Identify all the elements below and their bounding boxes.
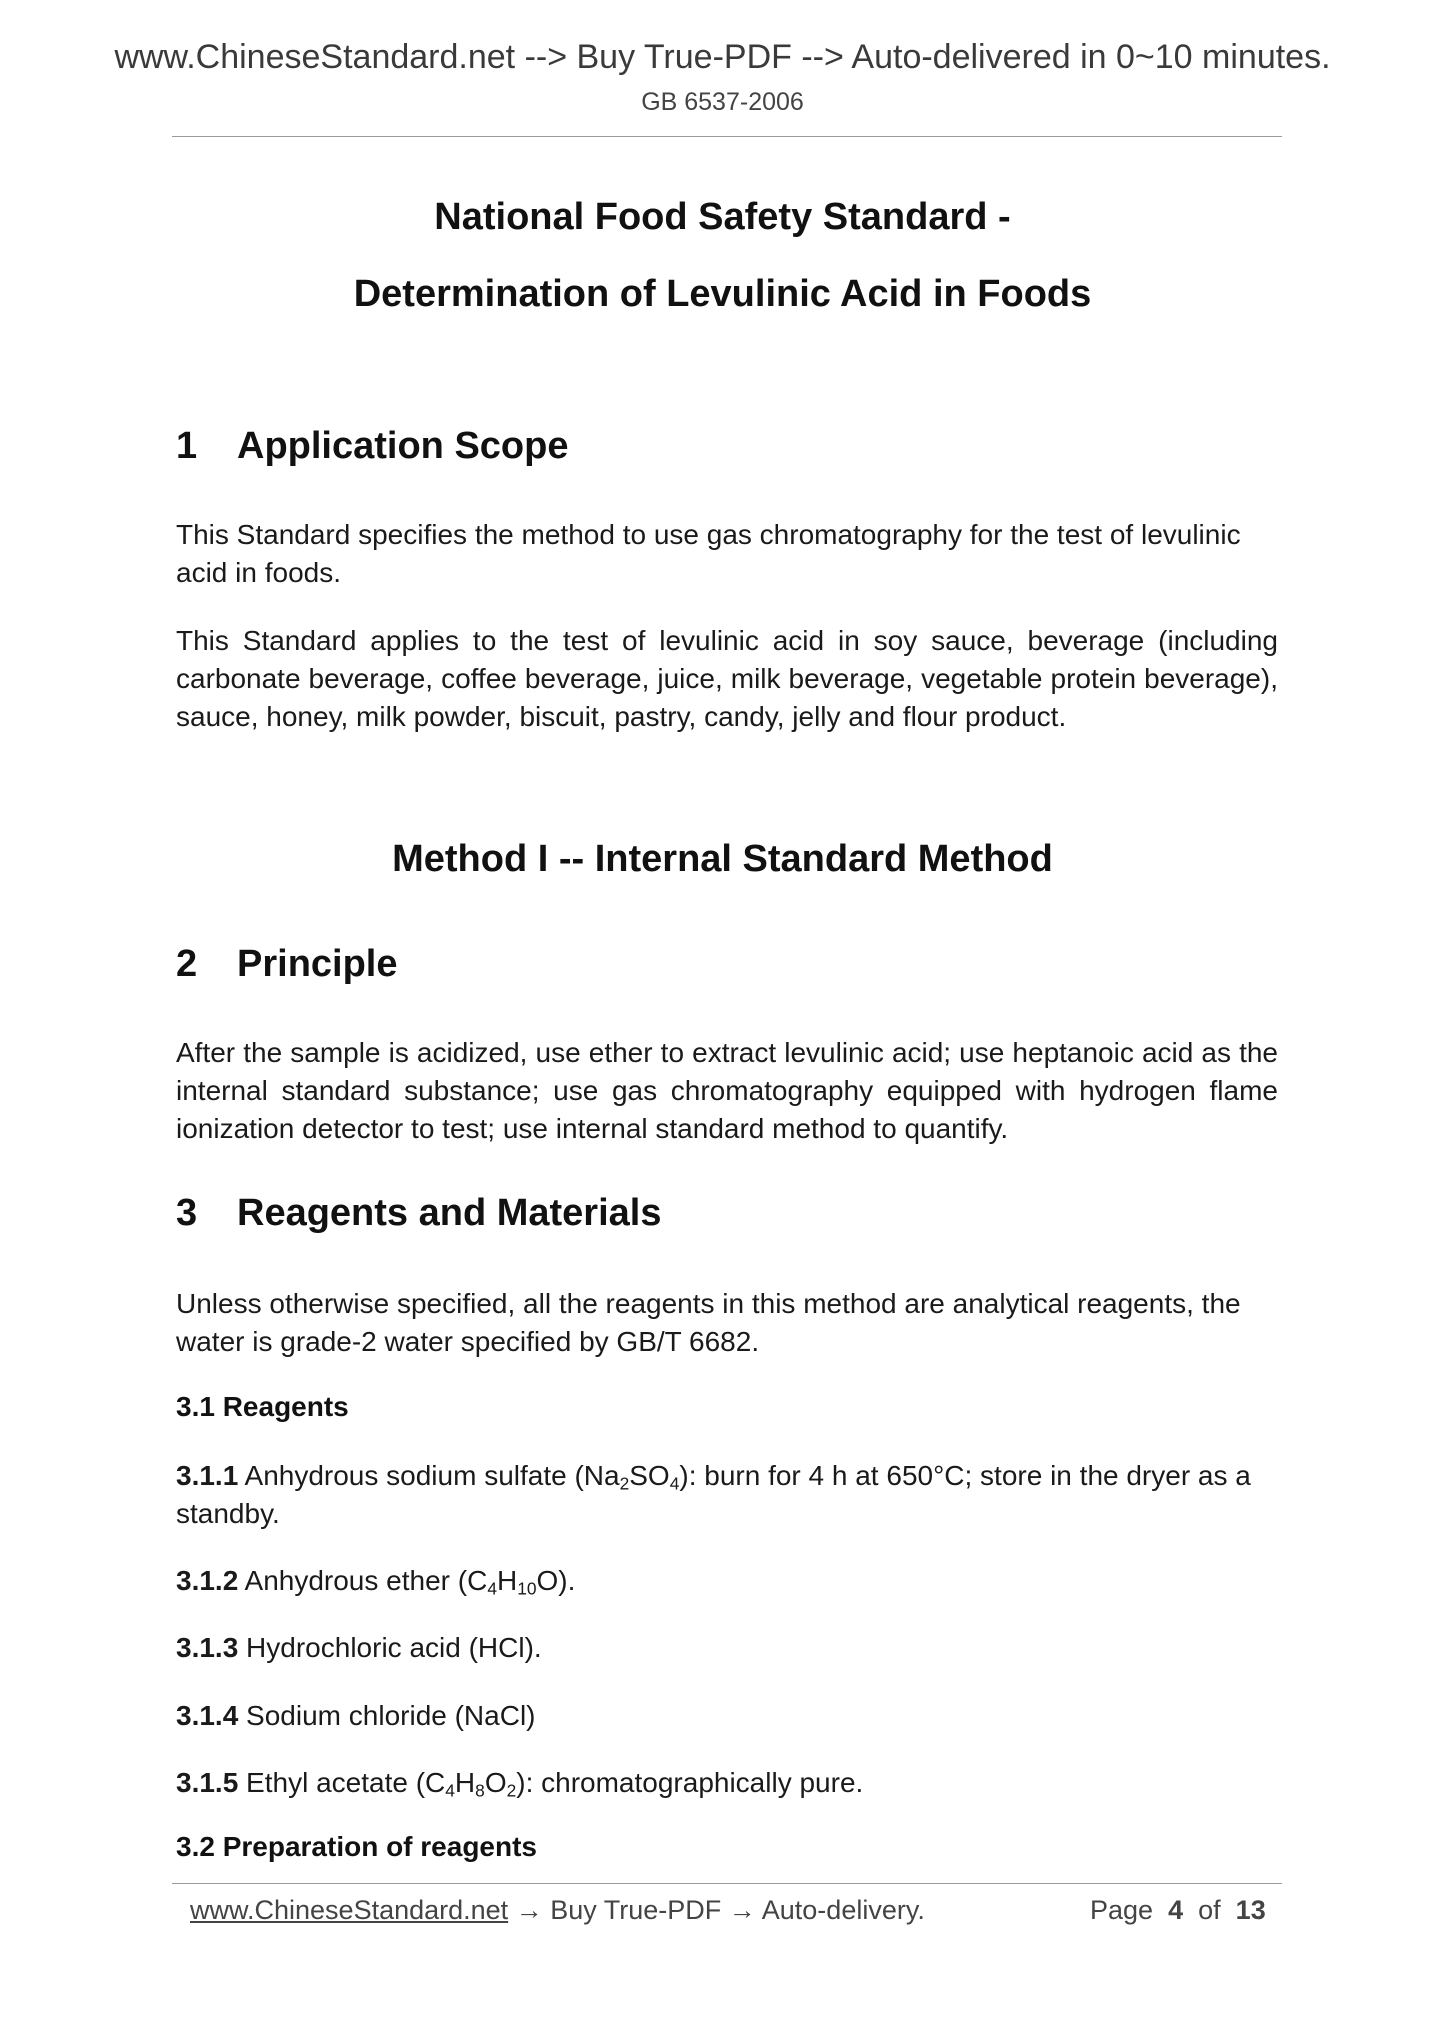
- section-number: 1: [176, 425, 198, 467]
- reagent-item-3-1-4: 3.1.4 Sodium chloride (NaCl): [176, 1700, 536, 1731]
- subsection-3-2-heading: 3.2 Preparation of reagents: [176, 1831, 538, 1862]
- header-divider: [172, 136, 1282, 137]
- page-indicator: Page 4 of 13: [1090, 1895, 1266, 1925]
- subsection-3-1-heading: 3.1 Reagents: [176, 1391, 349, 1422]
- document-code: GB 6537-2006: [641, 88, 804, 116]
- section-1-heading: [176, 425, 568, 468]
- section-2-heading: [176, 943, 398, 986]
- section-number: 2: [176, 943, 198, 985]
- reagent-item-3-1-2: 3.1.2 Anhydrous ether $(C_4H_{10}O)$.: [176, 1565, 576, 1599]
- section-title: Reagents and Materials: [237, 1192, 662, 1234]
- footer-website-link[interactable]: www.ChineseStandard.net: [190, 1895, 509, 1925]
- page-number: 4: [1168, 1895, 1184, 1925]
- item-number: 3.1.1: [176, 1460, 239, 1491]
- header-banner: www.ChineseStandard.net --> Buy True-PDF --> Auto-delivered in 0~10 minutes.: [114, 38, 1331, 76]
- document-title-line1: National Food Safety Standard -: [434, 196, 1011, 238]
- reagents-intro-paragraph: Unless otherwise specified, all the reagents in this method are analytical reagents, the water is grade-2 water specified by GB/T 6682.: [176, 1288, 1241, 1357]
- item-number: 3.1.2: [176, 1565, 239, 1596]
- arrow-icon: →: [508, 1895, 551, 1925]
- document-title-line2: Determination of Levulinic Acid in Foods: [353, 273, 1092, 315]
- reagent-item-3-1-5: 3.1.5 Ethyl acetate $(C_4H_8O_2)$: chromatographically pure.: [176, 1767, 864, 1801]
- scope-paragraph-2: This Standard applies to the test of levulinic acid in soy sauce, beverage (including carbonate beverage, coffee beverage, juice, milk beverage, vegetable protein beverage), sauce, honey, milk powder, biscuit, pastry, candy, jelly and flour product.: [176, 625, 1278, 732]
- reagent-item-3-1-3: 3.1.3 Hydrochloric acid (HCl).: [176, 1632, 542, 1663]
- item-number: 3.1.3: [176, 1632, 239, 1663]
- item-number: 3.1.5: [176, 1767, 239, 1798]
- principle-paragraph: After the sample is acidized, use ether to extract levulinic acid; use heptanoic acid as the internal standard substance; use gas chromatography equipped with hydrogen flame ionization detector to test; use internal standard method to quantify.: [176, 1037, 1278, 1144]
- footer-promo: www.ChineseStandard.net → Buy True-PDF → Auto-delivery.: [190, 1895, 925, 1925]
- scope-paragraph-1: This Standard specifies the method to use gas chromatography for the test of levulinic acid in foods.: [176, 519, 1241, 588]
- page-total: 13: [1235, 1895, 1266, 1925]
- item-number: 3.1.4: [176, 1700, 239, 1731]
- section-title: Principle: [237, 943, 398, 985]
- method-title: Method I -- Internal Standard Method: [392, 838, 1053, 880]
- section-3-heading: [176, 1192, 661, 1235]
- section-number: 3: [176, 1192, 198, 1234]
- footer-divider: [172, 1883, 1282, 1884]
- arrow-icon: →: [721, 1895, 762, 1925]
- reagent-item-3-1-1: 3.1.1 Anhydrous sodium sulfate $(Na_2SO_4)$: burn for 4 h at 650°C; store in the dryer as a standby.: [176, 1460, 1251, 1529]
- section-title: Application Scope: [237, 425, 569, 467]
